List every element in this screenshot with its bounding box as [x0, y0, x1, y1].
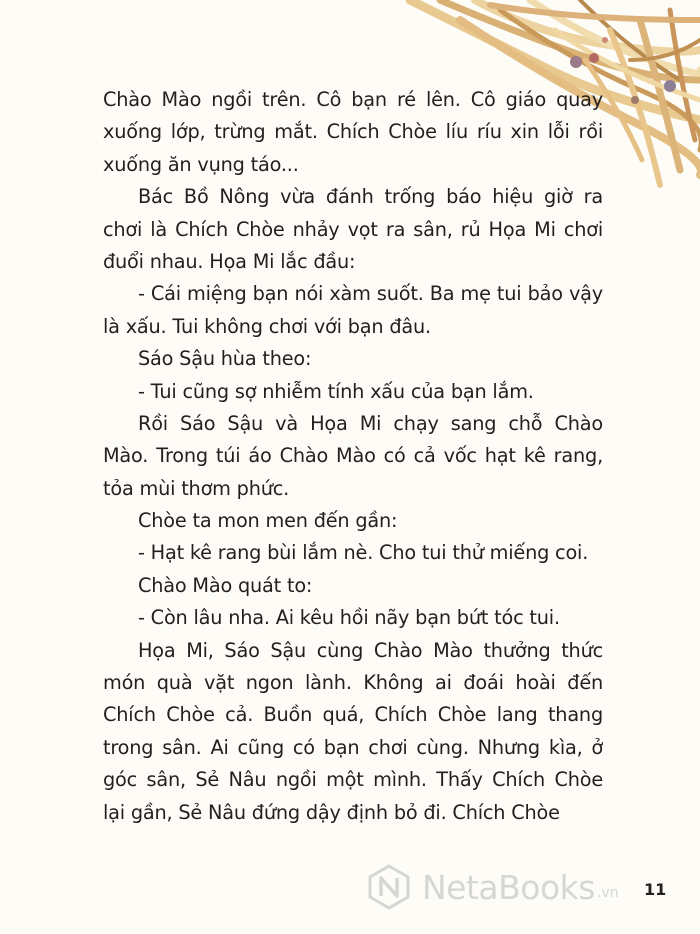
text-line: - Còn lâu nha. Ai kêu hồi nãy bạn bứt tóc tui.	[138, 606, 560, 630]
story-text	[103, 84, 603, 829]
text-line: Chòe ta mon men đến gần:	[138, 509, 398, 533]
text-line: Rồi Sáo Sậu và Họa Mi chạy sang chỗ Chào	[138, 411, 603, 435]
text-line: lại gần, Sẻ Nâu đứng dậy định bỏ đi. Chích Chòe	[103, 800, 560, 824]
text-line: Mào. Trong túi áo Chào Mào có cả vốc hạt kê rang,	[103, 444, 603, 468]
text-line: Chích Chòe cả. Buồn quá, Chích Chòe lang thang	[103, 703, 603, 727]
text-line: Sáo Sậu hùa theo:	[138, 347, 312, 371]
text-line: đuổi nhau. Họa Mi lắc đầu:	[103, 249, 356, 273]
text-line: Chào Mào ngồi trên. Cô bạn ré lên. Cô giáo quay	[103, 88, 603, 111]
text-line: Bác Bồ Nông vừa đánh trống báo hiệu giờ ra	[138, 185, 603, 209]
watermark-suffix: .vn	[596, 885, 619, 901]
text-line: góc sân, Sẻ Nâu ngồi một mình. Thấy Chích Chòe	[103, 768, 603, 792]
text-line: xuống ăn vụng táo...	[103, 152, 299, 176]
netabooks-watermark	[366, 864, 619, 910]
text-line: Họa Mi, Sáo Sậu cùng Chào Mào thưởng thức	[138, 638, 603, 662]
text-line: trong sân. Ai cũng có bạn chơi cùng. Nhưng kìa, ở	[103, 735, 603, 759]
netabooks-logo-icon	[366, 864, 412, 910]
text-line: xuống lớp, trừng mắt. Chích Chòe líu ríu xin lỗi rồi	[103, 120, 603, 144]
text-line: món quà vặt ngon lành. Không ai đoái hoài đến	[103, 671, 603, 695]
text-line: - Cái miệng bạn nói xàm suốt. Ba mẹ tui bảo vậy	[138, 282, 603, 306]
text-line: - Tui cũng sợ nhiễm tính xấu của bạn lắm.	[138, 379, 534, 403]
text-line: tỏa mùi thơm phức.	[103, 476, 290, 500]
page-number: 11	[644, 880, 667, 899]
text-line: là xấu. Tui không chơi với bạn đâu.	[103, 314, 431, 338]
watermark-brand: NetaBooks	[422, 867, 595, 907]
text-line: - Hạt kê rang bùi lắm nè. Cho tui thử miếng coi.	[138, 541, 589, 565]
text-line: Chào Mào quát to:	[138, 573, 313, 597]
text-line: chơi là Chích Chòe nhảy vọt ra sân, rủ Họa Mi chơi	[103, 217, 603, 241]
